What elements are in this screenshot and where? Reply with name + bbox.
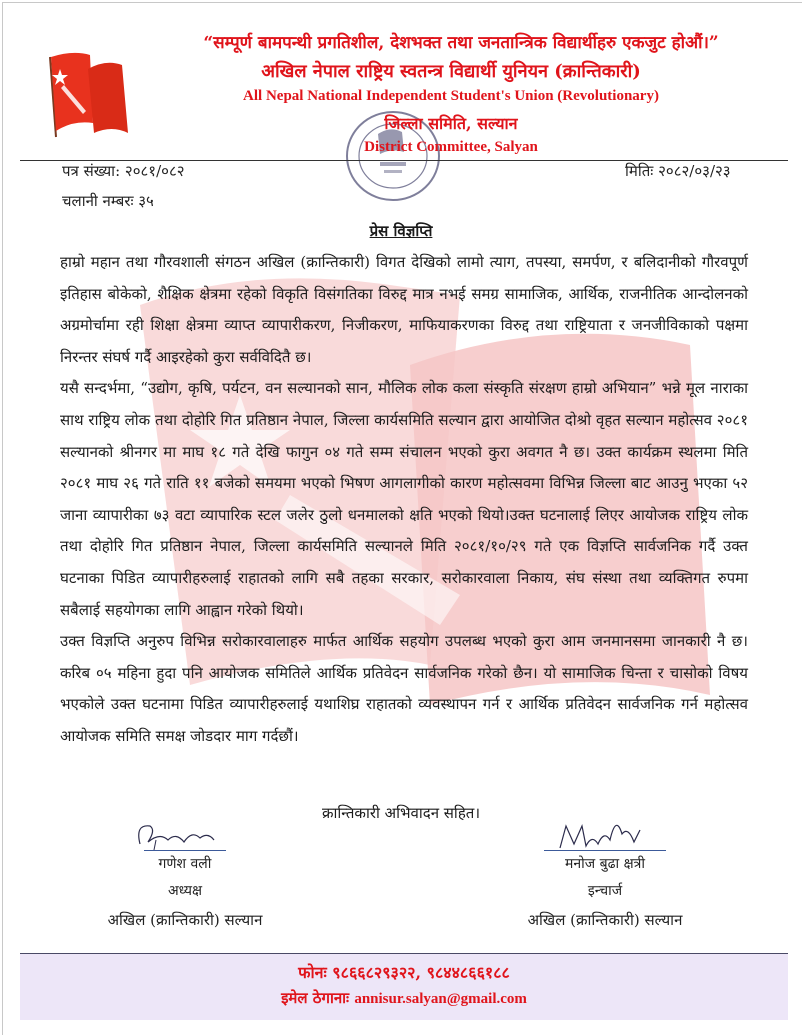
district-nepali: जिल्ला समिति, सल्यान: [384, 114, 518, 133]
paragraph: हाम्रो महान तथा गौरवशाली संगठन अखिल (क्रान्तिकारी) विगत देखिको लामो त्याग, तपस्या, समर्पण, र बलिदानीको गौरवपूर्ण इतिहास बोकेको, शैक्षिक क्षेत्रमा रहेको विकृति विसंगतिका विरुद्द मात्र नभई समग्र सामाजिक, आर्थिक, राजनीतिक आन्दोलनको अग्रमोर्चामा रही शिक्षा क्षेत्रमा व्याप्त व्यापारीकरण, निजीकरण, माफियाकरणका विरुद्द तथा राष्ट्रियाता र जनजीविकाको पक्षमा निरन्तर संघर्ष गर्दै आइरहेको कुरा सर्वविदितै छ।: [60, 253, 748, 366]
phone-numbers: फोनः ९८६६८२९३२२, ९८४४८६६१८८: [298, 963, 510, 982]
signature-line: [144, 850, 226, 851]
press-release-body: [60, 247, 748, 753]
signatory-org: अखिल (क्रान्तिकारी) सल्यान: [527, 911, 683, 929]
signatory-role: अध्यक्ष: [167, 883, 203, 899]
signatory-block-president: [80, 820, 290, 933]
paragraph: उक्त विज्ञप्ति अनुरुप विभिन्न सरोकारवालाहरु मार्फत आर्थिक सहयोग उपलब्ध भएको कुरा आम जनमानसमा जानकारी नै छ।करिब ०५ महिना हुदा पनि आयोजक समितिले आर्थिक प्रतिवेदन सार्वजनिक गरेको छैन। यो सामाजिक चिन्ता र चासोको विषय भएकोले उक्त घटनामा पिडित व्यापारीहरुलाई यथाशिघ्र राहातको व्यवस्थापन गर्न र आर्थिक प्रतिवेदन सार्वजनिक गर्न महोत्सव आयोजक समिति समक्ष जोडदार माग गर्दछौं।: [60, 632, 748, 745]
signature-icon: [80, 820, 290, 850]
email-address[interactable]: annisur.salyan@gmail.com: [354, 991, 527, 1007]
signatory-name: गणेश वली: [158, 856, 212, 872]
signature-line: [544, 850, 666, 851]
closing-greeting: क्रान्तिकारी अभिवादन सहित।: [321, 804, 481, 822]
contact-footer: [20, 953, 788, 1020]
signatory-name: मनोज बुढा क्षत्री: [565, 856, 645, 872]
dispatch-number: चलानी नम्बरः ३५: [62, 192, 154, 210]
signatory-role: इन्चार्ज: [587, 883, 623, 899]
org-name-english: All Nepal National Independent Student's Union (Revolutionary): [243, 88, 659, 104]
district-english: District Committee, Salyan: [364, 139, 538, 155]
signatory-block-incharge: [500, 820, 710, 933]
email-row: [20, 986, 788, 1011]
signature-icon: [500, 820, 710, 850]
paragraph: यसै सन्दर्भमा, “उद्योग, कृषि, पर्यटन, वन सल्यानको सान, मौलिक लोक कला संस्कृति संरक्षण हाम्रो अभियान” भन्ने मूल नाराका साथ राष्ट्रिय लोक तथा दोहोरि गित प्रतिष्ठान नेपाल, जिल्ला कार्यसमिति सल्यान द्वारा आयोजित दोश्रो वृहत सल्यान महोत्सव २०८१ सल्यानको श्रीनगर मा माघ १८ गते देखि फागुन ०४ गते सम्म संचालन भएको कुरा अवगत नै छ। उक्त कार्यक्रम स्थलमा मिति २०८१ माघ २६ गते राति ११ बजेको समयमा भएको भिषण आगलागीको कारण महोत्सवमा विभिन्न जिल्ला बाट आउनु भएका ५२ जाना व्यापारीका ७३ वटा व्यापारिक स्टल जलेर ठुलो धनमालको क्षति भएको थियो।उक्त घटनालाई लिएर आयोजक राष्ट्रिय लोक तथा दोहोरि गित प्रतिष्ठान नेपाल, जिल्ला कार्यसमिति सल्यानले मिति २०८१/१०/२९ गते एक विज्ञप्ति सार्वजनिक गर्दै उक्त घटनाका पिडित व्यापारीहरुलाई राहातको लागि सबै तहका सरकार, सरोकारवाला निकाय, संघ संस्था तथा व्यक्तिगत रुपमा सबैलाई सहयोगका लागि आह्वान गरेको थियो।: [60, 379, 748, 619]
document-title: प्रेस विज्ञप्ति: [369, 222, 433, 240]
email-label: इमेल ठेगानाः: [281, 989, 350, 1007]
letter-date: मितिः २०८२/०३/२३: [625, 162, 731, 180]
reference-number: पत्र संख्या: २०८१/०८२: [62, 162, 185, 180]
org-name-nepali: अखिल नेपाल राष्ट्रिय स्वतन्त्र विद्यार्थी युनियन (क्रान्तिकारी): [261, 61, 641, 82]
slogan: “सम्पूर्ण बामपन्थी प्रगतिशील, देशभक्त तथा जनतान्त्रिक विद्यार्थीहरु एकजुट होऔं।”: [203, 33, 719, 53]
signatory-org: अखिल (क्रान्तिकारी) सल्यान: [107, 911, 263, 929]
